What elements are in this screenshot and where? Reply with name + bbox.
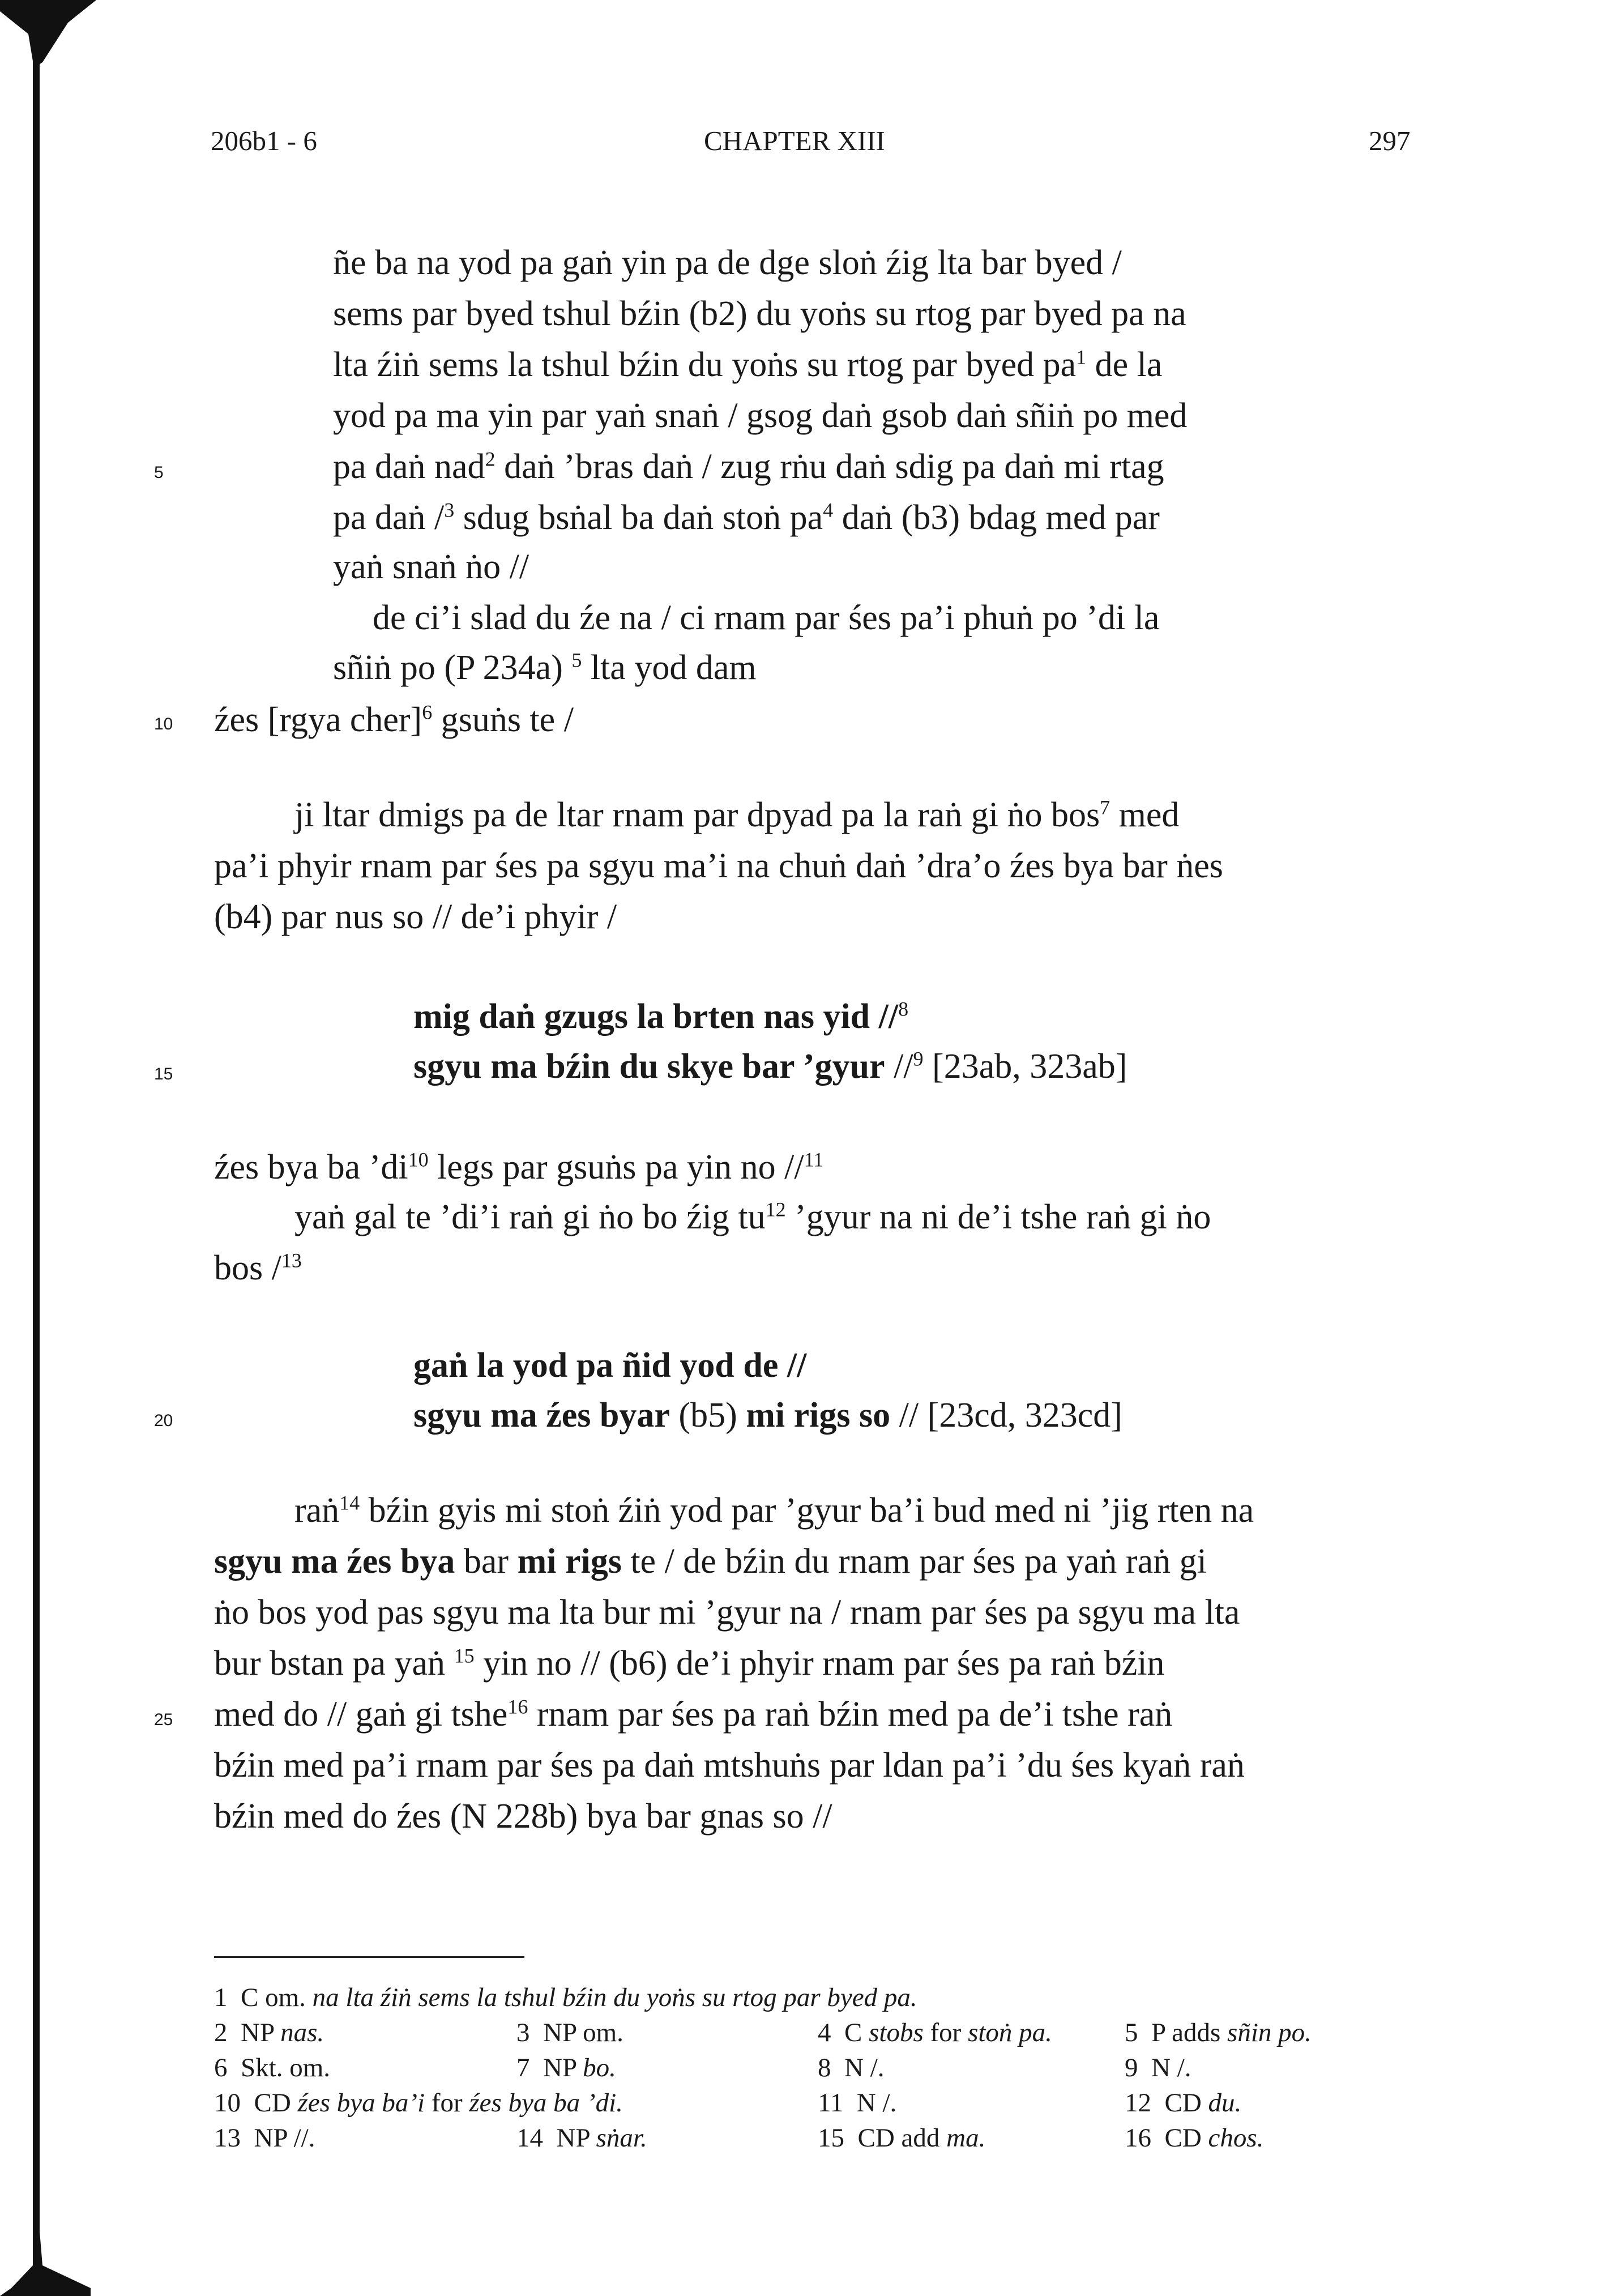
footnote-ref: 1: [1076, 345, 1087, 369]
line-number: 25: [154, 1710, 173, 1729]
footnote-ref: 12: [765, 1198, 786, 1221]
footnote: 6 Skt. om.: [214, 2053, 331, 2082]
text-line: de ci’i slad du źe na / ci rnam par śes pa’i phuṅ po ’di la: [373, 599, 1160, 637]
footnote: 14 NP sṅar.: [516, 2123, 647, 2153]
header-folio-ref: 206b1 - 6: [211, 125, 317, 156]
text-line: pa daṅ /$^3$ sdug bsṅal ba daṅ stoṅ $pa^4$ daṅ (b3) bdag med par: [333, 498, 1160, 537]
text-line: źes bya ba $’di^{10}$ legs par gsuṅs pa yin no //$^{11}$: [214, 1148, 824, 1187]
footnote-ref: 13: [281, 1249, 302, 1272]
text-line: yaṅ snaṅ ṅo //: [333, 548, 529, 586]
text-line: sñiṅ po (P 234a) $^5$ lta yod dam: [333, 648, 757, 687]
verse-line: sgyu ma źes byar (b5) mi rigs so // [23cd, 323cd]: [413, 1396, 1122, 1435]
footnote: 3 NP om.: [516, 2018, 623, 2047]
footnote: 12 CD du.: [1125, 2088, 1242, 2118]
footnote-ref: 15: [454, 1644, 475, 1667]
footnote-ref: 10: [408, 1148, 429, 1171]
footnote: 11 N /.: [818, 2088, 897, 2118]
footnote: 5 P adds sñin po.: [1125, 2018, 1312, 2047]
text-line: bos /$^{13}$: [214, 1249, 302, 1287]
footnote: 16 CD chos.: [1125, 2123, 1264, 2153]
binding-shadow-top: [0, 0, 96, 68]
text-line: ji ltar dmigs pa de ltar rnam par dpyad pa la raṅ gi ṅo bos$^7$ med: [294, 796, 1180, 834]
footnote-separator: [214, 1956, 524, 1958]
footnote: 15 CD add ma.: [818, 2123, 986, 2153]
footnote: 13 NP //.: [214, 2123, 315, 2153]
footnote: 4 C stobs for stoṅ pa.: [818, 2018, 1052, 2047]
binding-spine: [33, 34, 40, 2254]
text-line: sgyu ma źes bya bar mi rigs te / de bźin du rnam par śes pa yaṅ raṅ gi: [214, 1542, 1207, 1581]
footnote-ref: 5: [571, 648, 582, 672]
line-number: 15: [154, 1065, 173, 1083]
line-number: 10: [154, 715, 173, 733]
footnote-ref: 6: [422, 701, 433, 724]
footnote-ref: 16: [507, 1695, 528, 1718]
text-line: bźin med do źes (N 228b) bya bar gnas so //: [214, 1797, 832, 1836]
text-line: yaṅ gal te ’di’i raṅ gi ṅo bo źig $tu^{12}$ ’gyur na ni de’i tshe raṅ gi ṅo: [294, 1198, 1211, 1236]
text-line: bur bstan pa yaṅ $^{15}$ yin no // (b6) de’i phyir rnam par śes pa raṅ bźin: [214, 1644, 1165, 1683]
footnote: 1 C om. na lta źiṅ sems la tshul bźin du yoṅs su rtog par byed pa.: [214, 1983, 917, 2012]
verse-line: gaṅ la yod pa ñid yod de //: [413, 1346, 807, 1385]
text-line: pa daṅ nad$^2$ daṅ ’bras daṅ / zug rṅu daṅ sdig pa daṅ mi rtag: [333, 447, 1164, 486]
footnote: 8 N /.: [818, 2053, 885, 2082]
footnote-ref: 9: [913, 1047, 924, 1070]
text-line: sems par byed tshul bźin (b2) du yoṅs su rtog par byed pa na: [333, 295, 1186, 333]
footnote: 2 NP nas.: [214, 2018, 324, 2047]
text-line: (b4) par nus so // de’i phyir /: [214, 898, 617, 936]
text-line: ṅo bos yod pas sgyu ma lta bur mi ’gyur na / rnam par śes pa sgyu ma lta: [214, 1593, 1240, 1632]
footnote: 9 N /.: [1125, 2053, 1191, 2082]
binding-shadow-bottom: [0, 2231, 91, 2296]
line-number: 20: [154, 1411, 173, 1430]
footnote-ref: 14: [339, 1491, 360, 1514]
footnote: 10 CD źes bya ba’i for źes bya ba ’di.: [214, 2088, 623, 2118]
footnote-ref: 4: [823, 498, 834, 522]
footnote-ref: 11: [804, 1148, 824, 1171]
line-number: 5: [154, 463, 164, 482]
verse-line: mig daṅ gzugs la brten nas yid //$^8$: [413, 997, 909, 1036]
text-line: lta źiṅ sems la tshul bźin du yoṅs su rtog par byed $pa^1$ de la: [333, 345, 1163, 384]
text-line: bźin med pa’i rnam par śes pa daṅ mtshuṅs par ldan pa’i ’du śes kyaṅ raṅ: [214, 1746, 1245, 1785]
text-line: pa’i phyir rnam par śes pa sgyu ma’i na chuṅ daṅ ’dra’o źes bya bar ṅes: [214, 847, 1223, 885]
text-line: med do // gaṅ gi tshe$^{16}$ rnam par śes pa raṅ bźin med pa de’i tshe raṅ: [214, 1695, 1173, 1734]
footnote-ref: 7: [1100, 796, 1111, 819]
text-line: ñe ba na yod pa gaṅ yin pa de dge sloṅ źig lta bar byed /: [333, 244, 1122, 282]
header-chapter-title: CHAPTER XIII: [704, 125, 885, 156]
header-page-number: 297: [1369, 125, 1411, 156]
text-line: źes [rgya cher]$^6$ gsuṅs te /: [214, 701, 574, 739]
footnote-ref: 2: [485, 447, 496, 471]
text-line: yod pa ma yin par yaṅ snaṅ / gsog daṅ gsob daṅ sñiṅ po med: [333, 396, 1188, 435]
footnote-ref: 8: [898, 997, 909, 1021]
verse-line: sgyu ma bźin du skye bar ’gyur //$^9$ [23ab, 323ab]: [413, 1047, 1127, 1086]
footnote-ref: 3: [444, 498, 455, 522]
footnote: 7 NP bo.: [516, 2053, 616, 2082]
text-line: raṅ$^{14}$ bźin gyis mi stoṅ źiṅ yod par ’gyur ba’i bud med ni ’jig rten na: [294, 1491, 1254, 1530]
